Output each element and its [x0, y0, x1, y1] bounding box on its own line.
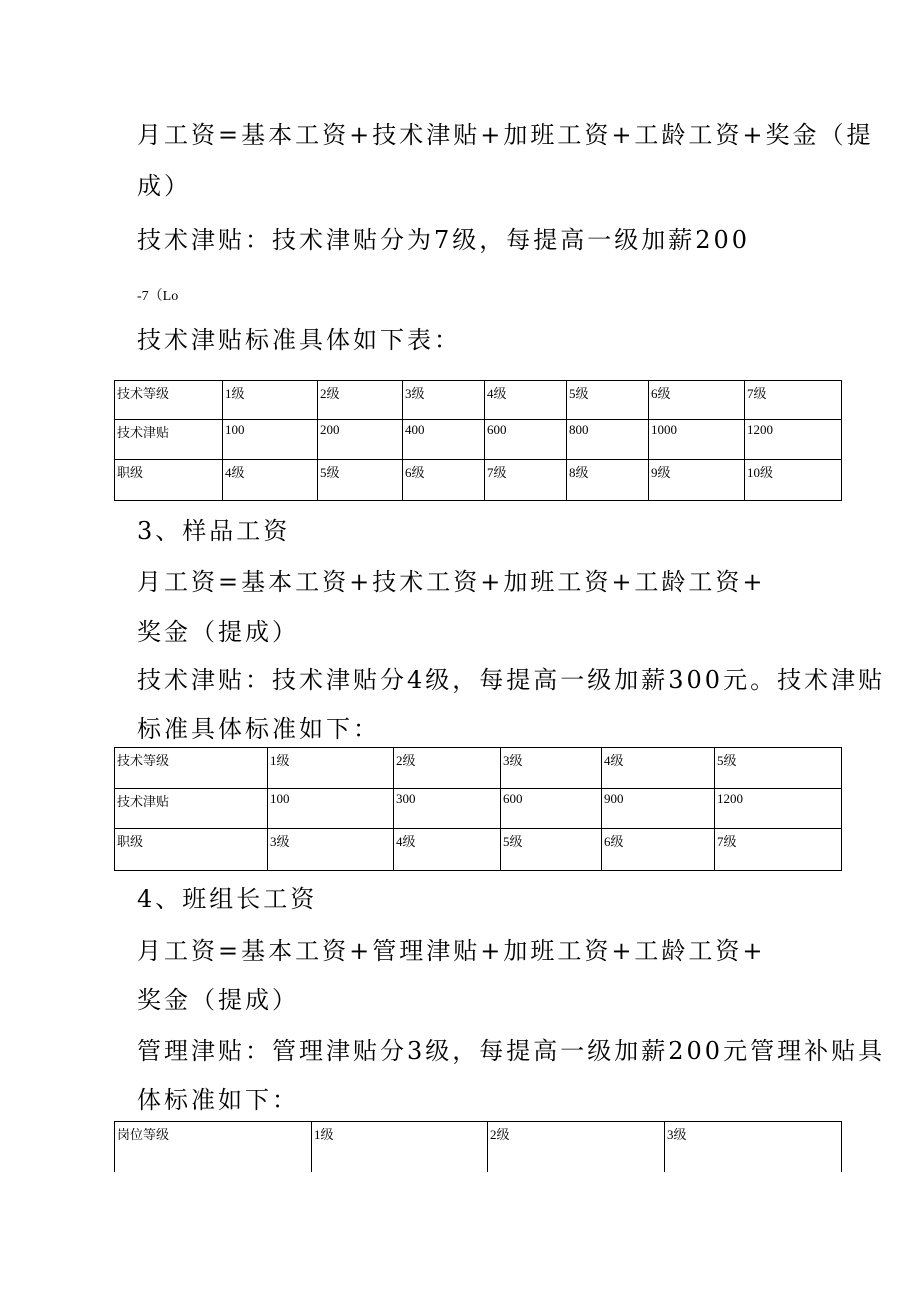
allowance-note-cont: 标准具体标准如下：	[137, 715, 380, 743]
table-cell: 技术津贴	[115, 789, 268, 829]
table-cell: 职级	[115, 829, 268, 871]
table-cell: 1级	[312, 1122, 488, 1172]
table-row	[115, 460, 842, 501]
tech-allowance-table	[114, 380, 842, 501]
table-row	[115, 381, 842, 420]
table-cell: 2级	[394, 748, 501, 789]
table-cell: 4级	[223, 460, 318, 501]
table-cell: 4级	[485, 381, 567, 420]
table-cell: 600	[501, 789, 602, 829]
table-cell: 4级	[602, 748, 715, 789]
table-cell: 3级	[665, 1122, 842, 1172]
table-cell: 10级	[745, 460, 842, 501]
table-row	[115, 748, 842, 789]
table-cell: 100	[268, 789, 394, 829]
table-cell: 1级	[268, 748, 394, 789]
table-cell: 6级	[403, 460, 485, 501]
table-cell: 9级	[649, 460, 745, 501]
table-cell: 技术津贴	[115, 420, 223, 460]
formula-line: 月工资=基本工资+技术工资+加班工资+工龄工资+	[137, 568, 766, 596]
formula-line-cont: 奖金（提成）	[137, 618, 299, 646]
table-cell: 1000	[649, 420, 745, 460]
sample-allowance-table	[114, 747, 842, 871]
table-cell: 5级	[501, 829, 602, 871]
management-allowance-table	[114, 1121, 842, 1172]
table-cell: 1级	[223, 381, 318, 420]
table-cell: 6级	[649, 381, 745, 420]
table-cell: 7级	[745, 381, 842, 420]
table-cell: 5级	[715, 748, 842, 789]
table-cell: 6级	[602, 829, 715, 871]
table-cell: 300	[394, 789, 501, 829]
formula-line-cont: 成）	[137, 172, 191, 200]
section-heading: 3、样品工资	[137, 517, 291, 545]
table-cell: 3级	[501, 748, 602, 789]
table-row	[115, 1122, 842, 1172]
table-row	[115, 789, 842, 829]
table-cell: 4级	[394, 829, 501, 871]
table-cell: 100	[223, 420, 318, 460]
table-cell: 技术等级	[115, 748, 268, 789]
table-cell: 3级	[268, 829, 394, 871]
text-fragment: -7（Lo	[137, 289, 179, 304]
table-cell: 2级	[318, 381, 403, 420]
table-cell: 200	[318, 420, 403, 460]
table-cell: 技术等级	[115, 381, 223, 420]
allowance-note: 管理津贴：管理津贴分3级，每提高一级加薪200元管理补贴具	[137, 1037, 886, 1065]
table-cell: 5级	[567, 381, 649, 420]
table-cell: 800	[567, 420, 649, 460]
formula-line: 月工资=基本工资+技术津贴+加班工资+工龄工资+奖金（提	[137, 121, 874, 149]
table-cell: 900	[602, 789, 715, 829]
table-cell: 8级	[567, 460, 649, 501]
table-cell: 岗位等级	[115, 1122, 312, 1172]
allowance-note: 技术津贴：技术津贴分4级，每提高一级加薪300元。技术津贴	[137, 666, 886, 694]
table-cell: 600	[485, 420, 567, 460]
formula-line-cont: 奖金（提成）	[137, 986, 299, 1014]
table-cell: 职级	[115, 460, 223, 501]
formula-line: 月工资=基本工资+管理津贴+加班工资+工龄工资+	[137, 937, 766, 965]
table-intro: 技术津贴标准具体如下表：	[137, 326, 461, 354]
table-cell: 1200	[745, 420, 842, 460]
table-cell: 7级	[485, 460, 567, 501]
table-cell: 3级	[403, 381, 485, 420]
allowance-note-cont: 体标准如下：	[137, 1086, 299, 1114]
table-row	[115, 829, 842, 871]
table-cell: 400	[403, 420, 485, 460]
allowance-note: 技术津贴：技术津贴分为7级，每提高一级加薪200	[137, 226, 751, 254]
table-cell: 1200	[715, 789, 842, 829]
table-cell: 7级	[715, 829, 842, 871]
table-cell: 5级	[318, 460, 403, 501]
section-heading: 4、班组长工资	[137, 885, 318, 913]
table-row	[115, 420, 842, 460]
table-cell: 2级	[488, 1122, 665, 1172]
